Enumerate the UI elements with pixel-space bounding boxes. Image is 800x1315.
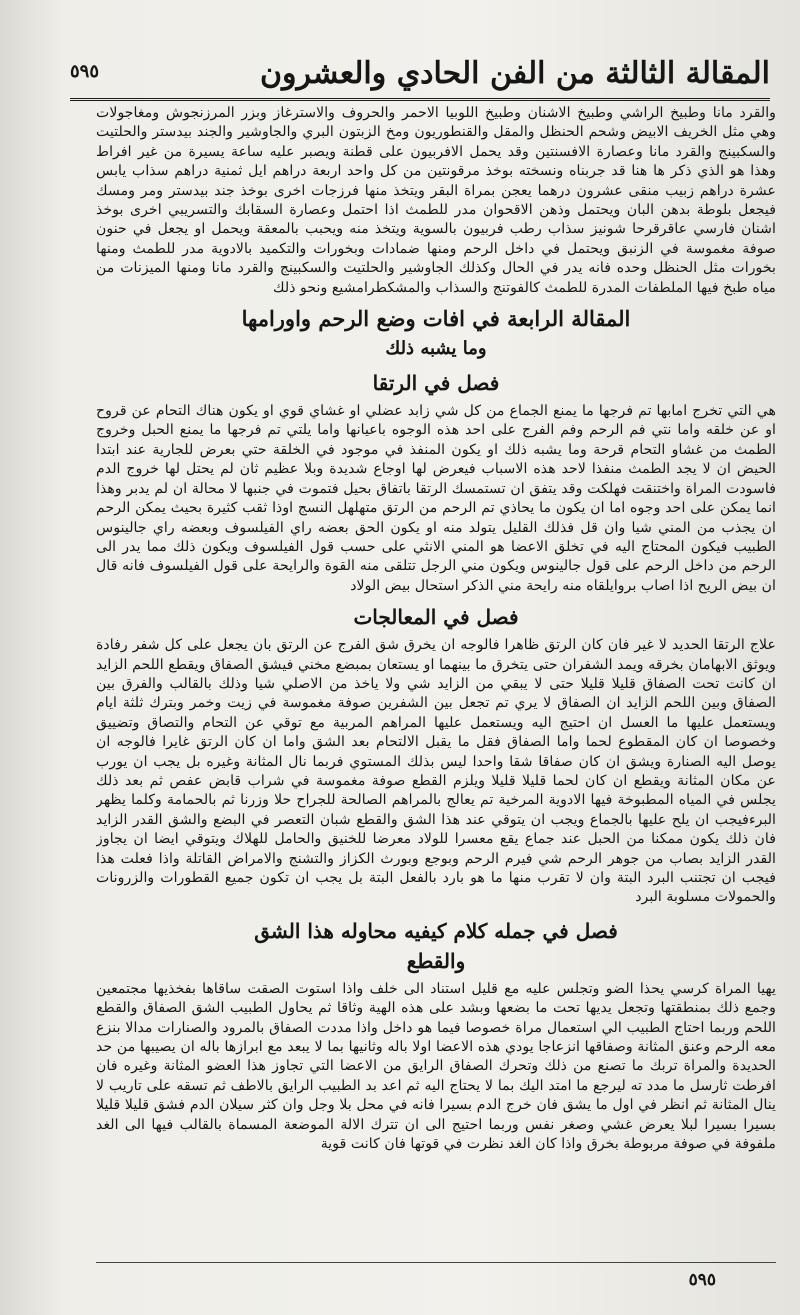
paragraph-2: هي التي تخرج امابها تم فرجها ما يمنع الجماع من كل شي زابد عضلي او غشاي قوي او يكون هناك التحام عن قروح او عن خلقه واما نتي فم الرحم وفم الفرج على احد هذه الوجوه باعيانها واما يلتي تم فرجها ما يمنع الحبل وخروج الطمث من غشاو التحام قرحة وما يشبه ذلك او يكون المنفذ في موجود في الخلقة حتي بعرض للجارية عند ابتدا الحيض ان لا يجد الطمث منفذا لاحد هذه الاسباب فيعرض لها اوجاع شديدة وبلا عظيم ثان لم يحتل لها خروج الدم فاسودت المراة واختنقت فهلكت وقد يتفق ان تستمسك الرتقا باتفاق بحيل فتموت في جنبها لا محالة ان لم يدبر وهذا انما يمكن على احد وجوه اما ان يكون ما يحاذي تم الرحم من الرتق متهلهل النسج اوذا ثقب كثيرة بحيث يمكن الرحم ان يجذب من المني شيا وان قل فذلك القليل يتولد منه او يكون الحق بعضه راي الفيلسوف وبعضه راي جالينوس الطبيب فيكون المحتاج اليه في تخلق الاعضا هو المني الانثي على حسب قول الفيلسوف ويكون ذلك مما يدر الى الرحم من داخل الرحم على قول جالينوس ويكون مني الرجل تتلقى منه القوة والرايحة على قول الفيلسوف فانه قال ان بيض الريح اذا اصاب بروايلقاه منه رايحة مني الذكر استحال بيض الولاد xyxy=(96,403,776,594)
section-heading: المقالة الرابعة في افات وضع الرحم واورامها xyxy=(241,306,631,332)
chapter-heading-procedure-line-1: فصل في جمله كلام كيفيه محاوله هذا الشق xyxy=(254,918,618,943)
footer-page-number: ٥٩٥ xyxy=(688,1270,716,1290)
chapter-heading-ratqa: فصل في الرتقا xyxy=(372,371,500,396)
section-subheading: وما يشبه ذلك xyxy=(385,338,487,360)
page-body xyxy=(96,104,776,1254)
paragraph-3: علاج الرتقا الحديد لا غير فان كان الرتق ظاهرا فالوجه ان يخرق شق الفرج عن الرتق بان يجعل على كل شفر رفادة ويوثق الابهامان بخرقه ويمد الشفران حتى يتخرق ما بينهما او يستعان بمبضع مخني فيشق الصفاق ويقطع اللحم الزايد ان كانت تحت الصفاق قليلا قليلا حتى لا يبقي من الزايد شي ولا ياخذ من الاصلي شيا وذلك بالقالب والفرق بين الصفاق وبين اللحم الزايد ان الصفاق لا يري تم تجعل بين الشفرين صوفة مغموسة في زيت وخمر وبترك ثلثة ايام ويستعمل عليها ما العسل ان احتيج اليه ويستعمل عليها المراهم المربية مع توقي عن التحام والتصاق وتضييق وخصوصا ان كان المقطوع لحما واما الصفاق فقل ما يقبل الالتحام بعد الشق واما ان كان الرتق غايرا فالوجه ان يوصل اليه الصنارة ويشق ان كان صفاقا شقا واحدا ليس بذلك المستوي فربما نال المثانة وغيره بل يجب ان يورب عن مكان المثانة ويقطع ان كان لحما قليلا قليلا ويلزم القطع صوفة مغموسة في شراب قابض عفص ثم بعد ذلك يجلس في المياه المطبوخة فيها الادوية المرخية تم يعالج بالمراهم الصالحة للجراح حلا وزرنا ثم بالحمامة وكلما يظهر البرءفيجب ان يلح عليها بالجماع ويجب ان يتوقي عند هذا الشق والقطع شبان التعصر في البضع والشق القدر الزايد فان ذلك يكون ممكنا من الحبل عند جماع يقع معسرا للولاد معرضا للخنيق والحامل للهلاك ويتوقي ايضا ان يجاوز القدر الزايد بصاب من جوهر الرحم شي فيرم الرحم وبوجع وبورث الكزاز والتشنج والامراض القاتلة واذا فعلت هذا فيجب ان تجتنب البرد البتة وان لا تقرب منها ما هو بارد بالفعل البتة بل يجب ان تكون جميع القطورات والزرونات والحمولات مسلوبة البرد xyxy=(96,637,776,906)
paragraph-4: يهيا المراة كرسي يحذا الضو وتجلس عليه مع قليل استناد الى خلف واذا استوت الصقت ساقاها بفخذيها مجتمعين وجمع ذلك بمنطقتها وتجعل يديها تحت ما بضعها وبشد على هذه الهية وثاقا ثم يحاول الطبيب الشق الصفاق والقطع اللحم وربما احتاج الطبيب الي استعمال مراة خصوصا فيما هو داخل واذا مددت الصفاق بالمرود والصنارات مدالا بنزع معه الرحم وعنق المثانة وصفاقها انزعاجا يودي هذه الاعضا اولا باله وثانيها بما لا يبعد مع ابرازها باله ان يصيبها من حد الحديدة والمراة تربك ما تصنع من ذلك وتحرك الصفاق الرايق من الاعضا التي تجاوز هذا العضو المثانة وغيره فان افرطت ثارسل ما مدد ته ليرجع ما امتد اليك بما لا يحتاج اليه ثم اعد بد الطبيب الرايق بالاطف ثم تسقه على تاريب لا ينال المثانة ثم انظر في اول ما يشق فان خرج الدم بسيرا فانه في محل بلا وجل وان كثر سيلان الدم فشق قليلا قليلا بسيرا بسيرا لبلا يعرض غشي وصغر نفس وربما احتيج الى ان تترك الالة الموضعة المسماة بالقالب فيها الى الغد ملفوفة في صوفة مربوطة بخرق واذا كان الغد نظرت في قوتها فان كانت قوية xyxy=(96,980,776,1153)
chapter-heading-procedure-line-2: والقطع xyxy=(406,948,466,973)
chapter-heading-treatments: فصل في المعالجات xyxy=(353,605,519,630)
chapter-heading-procedure xyxy=(96,916,776,976)
header-page-number: ٥٩٥ xyxy=(70,61,100,82)
running-title: المقالة الثالثة من الفن الحادي والعشرون xyxy=(259,56,770,91)
paragraph-1: والقرد مانا وطبيخ الراشي وطبيخ الاشنان وطبيخ اللوبيا الاحمر والحروف والاسترغاز وبزر المرزنجوش ومغاجولات وهي مثل الخريف الابيض وشحم الحنظل والمقل والقنطوريون ومخ الزبتون البري والجاوشير والجند بيدستر والحلتيت والسكبينج والقرد مانا وعصارة الافسنتين وقد يحمل الافربيون على قطنة ويصبر عليه ساعة يسيرة من غير افراط وهذا هو الذي ذكر ها هنا قد جربناه ونسخته بوخذ مرقونتين من كل واحد اربعة دراهم ايل ثمنية دراهم سذاب يابس عشرة دراهم زبيب منقى عشرون درهما يعجن بمراة البقر ويتخذ منها فرزجات اخرى بوخذ جند بيدستر ومر ومسك فيجعل بلوطة بدهن البان ويحتمل وذهن الاقحوان مدر للطمث اذا احتمل وعصارة السقابك والتسريبي اخرى بوخذ اشنان فارسي عاقرقرحا شونيز سذاب رطب فربيون بالسوية ويتخذ منه ويحبب بالمعقة ويحمل او يجعل في حنون صوفة مغموسة في الزنبق ويحتمل في داخل الرحم ومنها ضمادات وبخورات والتكميد بالادوية مدر للطمث ومنها بخورات مثل الحنظل وحده فانه يدر في الحال وكذلك الجاوشير والحلتيت والسكبينج والقرد مانا ومنها الميزنات من مياه طبخ فيها الملطفات المدرة للطمث كالفوتنج والسذاب والمشكطرامشيع ونحو ذلك xyxy=(96,105,776,296)
page-header xyxy=(70,40,770,101)
page-footer xyxy=(96,1262,776,1297)
